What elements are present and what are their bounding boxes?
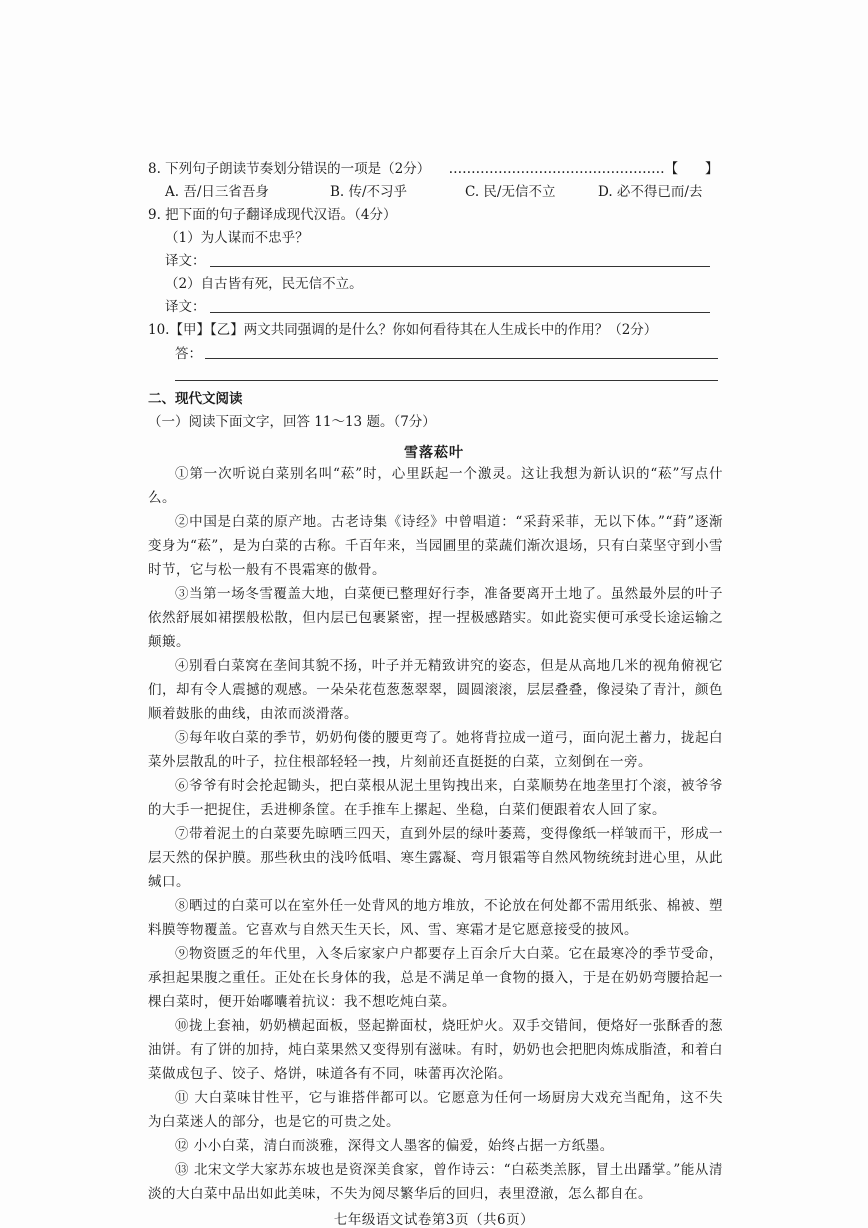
q8-stem: 8. 下列句子朗读节奏划分错误的一项是（2分） [148, 161, 431, 177]
q8-answer-bracket: …………………………………………【 】 [448, 161, 719, 177]
q9-sentence-2: （2）自古皆有死，民无信不立。 [165, 276, 363, 292]
q8-option-b: B. 传/不习乎 [330, 184, 408, 200]
article-paragraph-9: ⑨物资匮乏的年代里，入冬后家家户户都要存上百余斤大白菜。它在最寒冷的季节受命，承担起果腹之重任。正处在长身体的我，总是不满足单一食物的摄入，于是在奶奶弯腰拾起一棵白菜时，便开始嘟囔着抗议：我不想吃炖白菜。 [148, 946, 723, 1010]
article-paragraph-5: ⑤每年收白菜的季节，奶奶佝偻的腰更弯了。她将背拉成一道弓，面向泥土蓄力，拢起白菜外层散乱的叶子，拉住根部轻轻一拽，片刻前还直挺挺的白菜，立刻倒在一旁。 [148, 730, 723, 770]
article-paragraph-12: ⑫ 小小白菜，清白而淡雅，深得文人墨客的偏爱，始终占据一方纸墨。 [175, 1138, 614, 1154]
q8-option-d: D. 必不得已而/去 [598, 184, 703, 200]
q9-stem: 9. 把下面的句子翻译成现代汉语。（4分） [148, 207, 397, 223]
article-paragraph-3: ③当第一场冬雪覆盖大地，白菜便已整理好行李，准备要离开土地了。虽然最外层的叶子依然舒展如裙摆般松散，但内层已包裹紧密，捏一捏极感踏实。如此瓷实便可承受长途运输之颠簸。 [148, 586, 723, 650]
q10-answer-line-2 [175, 380, 718, 381]
section-heading: 二、现代文阅读 [148, 391, 243, 407]
q9-answer-line-1 [210, 266, 710, 267]
section-subheading: （一）阅读下面文字，回答 11～13 题。（7分） [148, 414, 436, 430]
q8-option-c: C. 民/无信不立 [465, 184, 556, 200]
article-title: 雪落菘叶 [404, 445, 464, 461]
article-paragraph-2: ②中国是白菜的原产地。古老诗集《诗经》中曾唱道：“采葑采菲，无以下体。”“葑”逐渐变身为“菘”，是为白菜的古称。千百年来，当园圃里的菜蔬们渐次退场，只有白菜坚守到小雪时节，它与松一般有不畏霜寒的傲骨。 [148, 514, 723, 578]
article-paragraph-13: ⑬ 北宋文学大家苏东坡也是资深美食家，曾作诗云：“白菘类羔豚，冒土出蹯掌。”能从清淡的大白菜中品出如此美味，不失为阅尽繁华后的回归，表里澄澈，怎么都自在。 [148, 1162, 723, 1202]
q8-option-a: A. 吾/日三省吾身 [165, 184, 269, 200]
q10-answer-line-1 [205, 358, 718, 359]
q9-answer-line-2 [210, 312, 710, 313]
q9-answer-label-1: 译文： [165, 253, 206, 269]
q8-stem-line [148, 160, 719, 178]
page-footer: 七年级语文试卷第3页（共6页） [333, 1212, 535, 1228]
article-paragraph-10: ⑩拢上套袖，奶奶横起面板，竖起擀面杖，烧旺炉火。双手交错间，便烙好一张酥香的葱油饼。有了饼的加持，炖白菜果然又变得别有滋味。有时，奶奶也会把肥肉炼成脂渣，和着白菜做成包子、饺子、烙饼，味道各有不同，味蕾再次沦陷。 [148, 1018, 723, 1082]
article-paragraph-8: ⑧晒过的白菜可以在室外任一处背风的地方堆放，不论放在何处都不需用纸张、棉被、塑料膜等物覆盖。它喜欢与自然天生天长，风、雪、寒霜才是它愿意接受的披风。 [148, 898, 723, 938]
article-paragraph-11: ⑪ 大白菜味甘性平，它与谁搭伴都可以。它愿意为任何一场厨房大戏充当配角，这不失为白菜迷人的部分，也是它的可贵之处。 [148, 1090, 723, 1130]
q10-answer-label: 答： [175, 346, 202, 362]
article-paragraph-6: ⑥爷爷有时会抡起锄头，把白菜根从泥土里钩拽出来，白菜顺势在地垄里打个滚，被爷爷的大手一把捉住，丢进柳条筐。在手推车上摞起、坐稳，白菜们便跟着农人回了家。 [148, 778, 723, 818]
article-paragraph-7: ⑦带着泥土的白菜要先晾晒三四天，直到外层的绿叶萎蔫，变得像纸一样皱而干，形成一层天然的保护膜。那些秋虫的浅吟低唱、寒生露凝、弯月银霜等自然风物统统封进心里，从此缄口。 [148, 826, 723, 890]
q9-answer-label-2: 译文： [165, 299, 206, 315]
q10-stem: 10.【甲】【乙】两文共同强调的是什么？你如何看待其在人生成长中的作用？（2分） [148, 322, 658, 338]
article-paragraph-4: ④别看白菜窝在垄间其貌不扬，叶子并无精致讲究的姿态，但是从高地几米的视角俯视它们，却有令人震撼的观感。一朵朵花苞葱葱翠翠，圆圆滚滚，层层叠叠，像浸染了青汁，颜色顺着鼓胀的曲线，由浓而淡滑落。 [148, 658, 723, 722]
q9-sentence-1: （1）为人谋而不忠乎？ [165, 230, 309, 246]
article-paragraph-1: ①第一次听说白菜别名叫“菘”时，心里跃起一个激灵。这让我想为新认识的“菘”写点什么。 [148, 466, 723, 506]
